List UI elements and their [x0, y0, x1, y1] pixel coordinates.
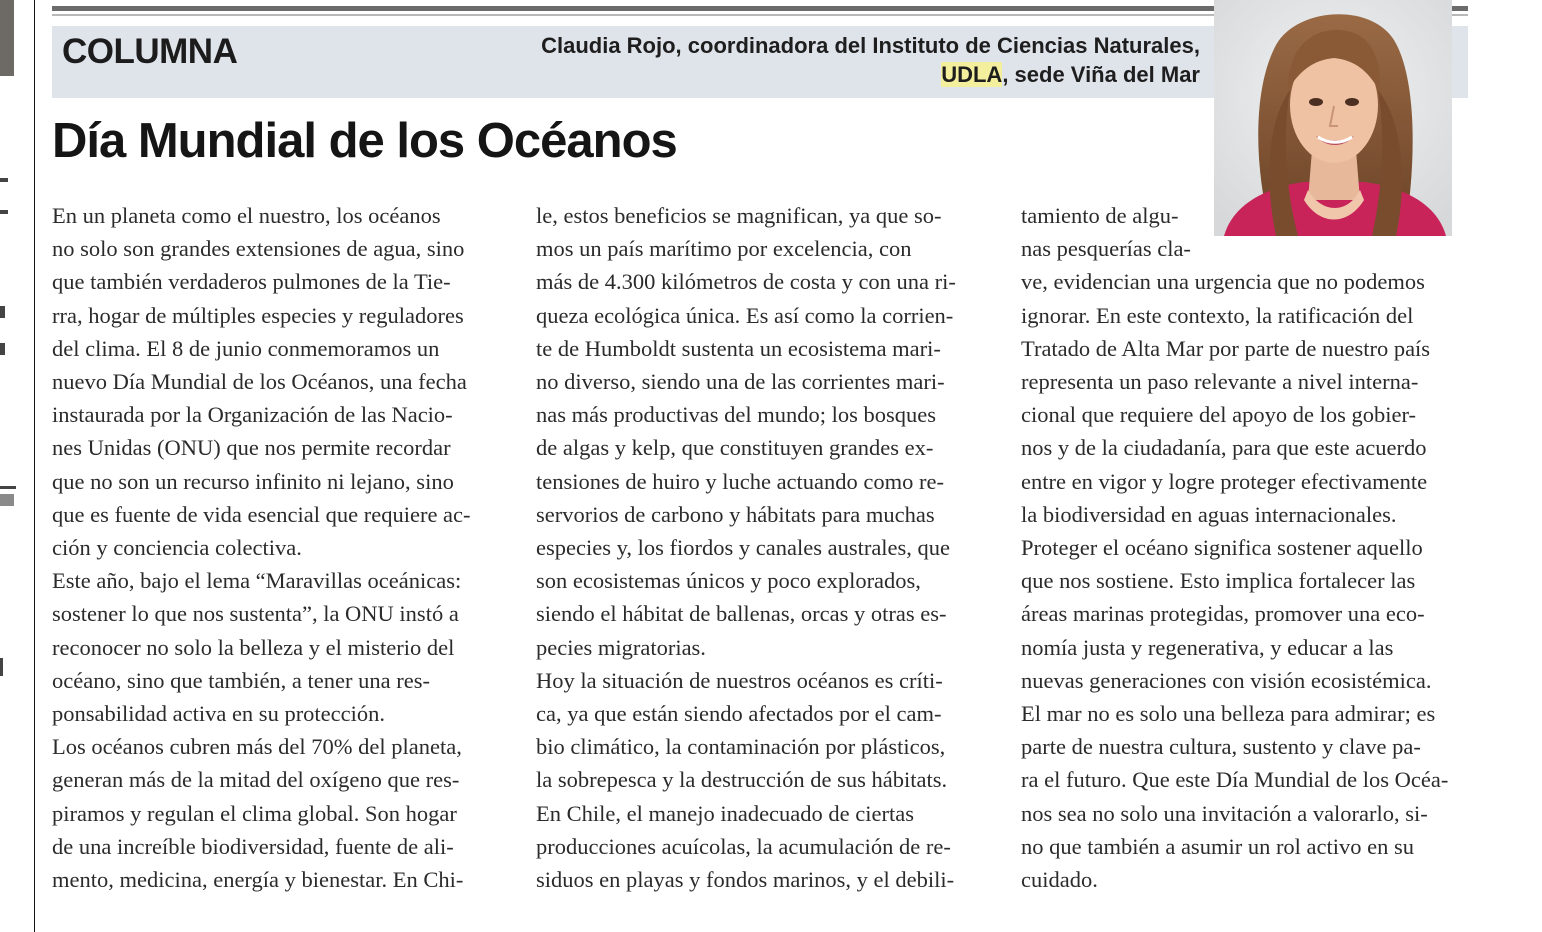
article-text-line: Hoy la situación de nuestros océanos es críti- — [536, 667, 943, 693]
article-text-line: ponsabilidad activa en su protección. — [52, 701, 386, 727]
article-text-line: que no son un recurso infinito ni lejano, sino — [52, 468, 454, 494]
article-text-line: nuevo Día Mundial de los Océanos, una fecha — [52, 369, 467, 395]
article-text-line: Proteger el océano significa sostener aquello — [1021, 535, 1423, 561]
byline-line-1: Claudia Rojo, coordinadora del Instituto de Ciencias Naturales, — [541, 33, 1200, 58]
article-text-line: nuevas generaciones con visión ecosistémica. — [1021, 667, 1432, 693]
article-text-line: Tratado de Alta Mar por parte de nuestro país — [1021, 335, 1431, 361]
article-text-line: nes Unidas (ONU) que nos permite recordar — [52, 435, 451, 461]
section-label: COLUMNA — [62, 32, 238, 71]
article-text-line: nas más productivas del mundo; los bosques — [536, 402, 936, 428]
article-text-line: que nos sostiene. Esto implica fortalecer las — [1021, 568, 1416, 594]
article-text-line: te de Humboldt sustenta un ecosistema mari- — [536, 335, 941, 361]
adjacent-photo-fragment — [0, 0, 14, 76]
article-text-line: servorios de carbono y hábitats para muchas — [536, 501, 935, 527]
article-text-line: del clima. El 8 de junio conmemoramos un — [52, 335, 440, 361]
article-text-line: rra, hogar de múltiples especies y reguladores — [52, 302, 464, 328]
article-text-line: que también verdaderos pulmones de la Tie- — [52, 269, 451, 295]
article-text-line: mento, medicina, energía y bienestar. En Chi- — [52, 867, 464, 893]
article-text-line: océano, sino que también, a tener una res- — [52, 667, 430, 693]
margin-mark — [0, 494, 14, 506]
headline: Día Mundial de los Océanos — [52, 114, 677, 168]
article-text-line: Los océanos cubren más del 70% del planeta, — [52, 734, 462, 760]
article-text-line: entre en vigor y logre proteger efectivamente — [1021, 468, 1428, 494]
article-text-line: mos un país marítimo por excelencia, con — [536, 236, 912, 262]
article-text-line: pecies migratorias. — [536, 634, 706, 660]
margin-mark — [0, 210, 8, 214]
article-text-line: ción y conciencia colectiva. — [52, 535, 302, 561]
article-text-line: nas pesquerías cla- — [1021, 236, 1191, 262]
article-text-line: En un planeta como el nuestro, los océanos — [52, 203, 441, 228]
article-text-line: cuidado. — [1021, 867, 1098, 893]
article-text-line: áreas marinas protegidas, promover una eco- — [1021, 601, 1425, 627]
article-text-line: reconocer no solo la belleza y el misterio del — [52, 634, 455, 660]
article-text-line: ignorar. En este contexto, la ratificación del — [1021, 302, 1414, 328]
article-text-line: nos y de la ciudadanía, para que este acuerdo — [1021, 435, 1427, 461]
article-text-line: parte de nuestra cultura, sustento y clave pa- — [1021, 734, 1421, 760]
article-text-line: le, estos beneficios se magnifican, ya que so- — [536, 203, 942, 228]
article-text-line: ra el futuro. Que este Día Mundial de los Océa- — [1021, 767, 1449, 793]
margin-mark — [0, 658, 3, 676]
article-text-line: representa un paso relevante a nivel interna- — [1021, 369, 1419, 395]
article-text-line: cional que requiere del apoyo de los gobier- — [1021, 402, 1417, 428]
article-column-2 — [536, 199, 956, 896]
article-text-line: la sobrepesca y la destrucción de sus hábitats. — [536, 767, 948, 793]
article-text-line: Este año, bajo el lema “Maravillas oceánicas: — [52, 568, 462, 594]
article-column-3 — [1021, 199, 1448, 896]
article-text-line: siduos en playas y fondos marinos, y el debili- — [536, 867, 955, 893]
article-text-line: nos sea no solo una invitación a valorarlo, si- — [1021, 800, 1428, 826]
article-text-line: instaurada por la Organización de las Nacio- — [52, 402, 453, 428]
article-text-line: no que también a asumir un rol activo en su — [1021, 833, 1415, 859]
article-text-line: de algas y kelp, que constituyen grandes ex- — [536, 435, 934, 461]
highlighted-text: UDLA — [941, 62, 1003, 87]
article-text-line: son ecosistemas únicos y poco explorados, — [536, 568, 921, 594]
article-text-line: ve, evidencian una urgencia que no podemos — [1021, 269, 1425, 295]
article-text-line: sostener lo que nos sustenta”, la ONU instó a — [52, 601, 459, 627]
article-text-line: especies y, los fiordos y canales australes, que — [536, 535, 951, 561]
article-text-line: siendo el hábitat de ballenas, orcas y otras es- — [536, 601, 947, 627]
article-text-line: tensiones de huiro y luche actuando como re- — [536, 468, 944, 494]
adjacent-page-edge — [0, 0, 35, 932]
margin-mark — [0, 178, 8, 182]
article-text-line: la biodiversidad en aguas internacionales. — [1021, 501, 1397, 527]
article-text-line: que es fuente de vida esencial que requiere ac- — [52, 501, 471, 527]
article-text-line: queza ecológica única. Es así como la corrien- — [536, 302, 954, 328]
article-text-line: más de 4.300 kilómetros de costa y con una ri- — [536, 269, 956, 295]
article-text-line: no solo son grandes extensiones de agua, sino — [52, 236, 465, 262]
article-text-line: producciones acuícolas, la acumulación de re- — [536, 833, 951, 859]
article-text-line: piramos y regulan el clima global. Son hogar — [52, 800, 457, 826]
article-text-line: de una increíble biodiversidad, fuente de ali- — [52, 833, 454, 859]
margin-mark — [0, 343, 5, 355]
author-byline — [541, 31, 1200, 89]
byline-line-2 — [541, 60, 1200, 89]
article-text-line: bio climático, la contaminación por plásticos, — [536, 734, 946, 760]
margin-mark — [0, 306, 5, 318]
article-column-1 — [52, 199, 471, 896]
article-text-line: ca, ya que están siendo afectados por el cam- — [536, 701, 942, 727]
article-text-line: generan más de la mitad del oxígeno que res- — [52, 767, 460, 793]
article-text-line: tamiento de algu- — [1021, 203, 1179, 228]
article-text-line: En Chile, el manejo inadecuado de ciertas — [536, 800, 914, 826]
article-text-line: El mar no es solo una belleza para admirar; es — [1021, 701, 1436, 727]
byline-line-2-rest: , sede Viña del Mar — [1002, 62, 1200, 87]
margin-mark — [0, 486, 16, 489]
article-text-line: no diverso, siendo una de las corrientes mari- — [536, 369, 945, 395]
article-text-line: nomía justa y regenerativa, y educar a las — [1021, 634, 1394, 660]
